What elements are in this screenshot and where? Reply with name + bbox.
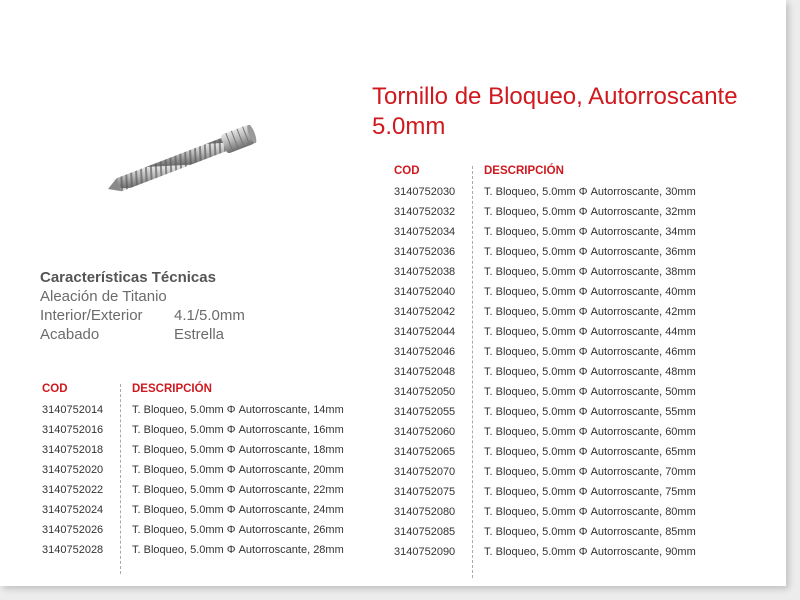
cell-cod: 3140752044 <box>394 326 456 338</box>
cell-desc: T. Bloqueo, 5.0mm Φ Autorroscante, 30mm <box>484 186 696 198</box>
product-title: Tornillo de Bloqueo, Autorroscante 5.0mm <box>372 83 738 140</box>
cell-desc: T. Bloqueo, 5.0mm Φ Autorroscante, 70mm <box>484 466 696 478</box>
cell-desc: T. Bloqueo, 5.0mm Φ Autorroscante, 18mm <box>132 444 344 456</box>
technical-specs <box>40 268 245 344</box>
cell-desc: T. Bloqueo, 5.0mm Φ Autorroscante, 20mm <box>132 464 344 476</box>
cell-desc: T. Bloqueo, 5.0mm Φ Autorroscante, 32mm <box>484 206 696 218</box>
table-header <box>394 160 696 182</box>
cell-desc: T. Bloqueo, 5.0mm Φ Autorroscante, 65mm <box>484 446 696 458</box>
cell-desc: T. Bloqueo, 5.0mm Φ Autorroscante, 44mm <box>484 326 696 338</box>
cell-cod: 3140752070 <box>394 466 456 478</box>
cell-cod: 3140752060 <box>394 426 456 438</box>
cell-desc: T. Bloqueo, 5.0mm Φ Autorroscante, 34mm <box>484 226 696 238</box>
cell-cod: 3140752065 <box>394 446 456 458</box>
table-row <box>394 542 696 562</box>
spec-value: Estrella <box>174 326 225 343</box>
specs-title: Características Técnicas <box>40 269 216 286</box>
table-row <box>42 420 344 440</box>
cell-cod: 3140752036 <box>394 246 456 258</box>
cell-desc: T. Bloqueo, 5.0mm Φ Autorroscante, 50mm <box>484 386 696 398</box>
cell-cod: 3140752042 <box>394 306 456 318</box>
cell-cod: 3140752024 <box>42 504 104 516</box>
cell-cod: 3140752050 <box>394 386 456 398</box>
cell-cod: 3140752090 <box>394 546 456 558</box>
cell-cod: 3140752048 <box>394 366 456 378</box>
table-row <box>394 502 696 522</box>
table-row <box>42 540 344 560</box>
spec-label: Acabado <box>40 326 100 343</box>
cell-desc: T. Bloqueo, 5.0mm Φ Autorroscante, 55mm <box>484 406 696 418</box>
column-divider <box>472 166 474 578</box>
cell-cod: 3140752040 <box>394 286 456 298</box>
cell-desc: T. Bloqueo, 5.0mm Φ Autorroscante, 22mm <box>132 484 344 496</box>
cell-desc: T. Bloqueo, 5.0mm Φ Autorroscante, 48mm <box>484 366 696 378</box>
table-row <box>394 402 696 422</box>
cell-desc: T. Bloqueo, 5.0mm Φ Autorroscante, 16mm <box>132 424 344 436</box>
table-row <box>394 342 696 362</box>
cell-desc: T. Bloqueo, 5.0mm Φ Autorroscante, 40mm <box>484 286 696 298</box>
table-row <box>42 500 344 520</box>
cell-cod: 3140752046 <box>394 346 456 358</box>
cell-cod: 3140752034 <box>394 226 456 238</box>
column-divider <box>120 384 122 574</box>
cell-cod: 3140752055 <box>394 406 456 418</box>
product-table-right <box>394 160 696 562</box>
table-row <box>394 442 696 462</box>
header-cod: COD <box>394 165 420 177</box>
table-row <box>394 222 696 242</box>
cell-desc: T. Bloqueo, 5.0mm Φ Autorroscante, 60mm <box>484 426 696 438</box>
cell-cod: 3140752016 <box>42 424 104 436</box>
cell-desc: T. Bloqueo, 5.0mm Φ Autorroscante, 90mm <box>484 546 696 558</box>
cell-desc: T. Bloqueo, 5.0mm Φ Autorroscante, 38mm <box>484 266 696 278</box>
cell-cod: 3140752022 <box>42 484 104 496</box>
spec-row <box>40 306 245 325</box>
cell-cod: 3140752030 <box>394 186 456 198</box>
cell-desc: T. Bloqueo, 5.0mm Φ Autorroscante, 26mm <box>132 524 344 536</box>
table-header <box>42 378 344 400</box>
cell-desc: T. Bloqueo, 5.0mm Φ Autorroscante, 46mm <box>484 346 696 358</box>
table-row <box>394 182 696 202</box>
header-descripcion: DESCRIPCIÓN <box>484 165 564 177</box>
product-table-left <box>42 378 344 560</box>
spec-value: 4.1/5.0mm <box>174 307 245 324</box>
cell-cod: 3140752028 <box>42 544 104 556</box>
spec-label: Interior/Exterior <box>40 307 143 324</box>
cell-desc: T. Bloqueo, 5.0mm Φ Autorroscante, 80mm <box>484 506 696 518</box>
table-row <box>394 522 696 542</box>
cell-cod: 3140752038 <box>394 266 456 278</box>
table-row <box>394 202 696 222</box>
cell-cod: 3140752018 <box>42 444 104 456</box>
cell-cod: 3140752026 <box>42 524 104 536</box>
header-cod: COD <box>42 383 68 395</box>
table-row <box>42 400 344 420</box>
cell-cod: 3140752032 <box>394 206 456 218</box>
table-row <box>42 520 344 540</box>
table-row <box>394 382 696 402</box>
table-row <box>394 422 696 442</box>
cell-desc: T. Bloqueo, 5.0mm Φ Autorroscante, 28mm <box>132 544 344 556</box>
table-row <box>42 480 344 500</box>
cell-cod: 3140752085 <box>394 526 456 538</box>
table-row <box>394 322 696 342</box>
locking-screw-image <box>100 125 280 205</box>
table-row <box>42 460 344 480</box>
cell-desc: T. Bloqueo, 5.0mm Φ Autorroscante, 36mm <box>484 246 696 258</box>
cell-desc: T. Bloqueo, 5.0mm Φ Autorroscante, 85mm <box>484 526 696 538</box>
cell-desc: T. Bloqueo, 5.0mm Φ Autorroscante, 75mm <box>484 486 696 498</box>
table-row <box>394 262 696 282</box>
spec-material: Aleación de Titanio <box>40 288 167 305</box>
header-descripcion: DESCRIPCIÓN <box>132 383 212 395</box>
cell-cod: 3140752020 <box>42 464 104 476</box>
table-row <box>394 242 696 262</box>
cell-desc: T. Bloqueo, 5.0mm Φ Autorroscante, 42mm <box>484 306 696 318</box>
table-row <box>394 282 696 302</box>
cell-desc: T. Bloqueo, 5.0mm Φ Autorroscante, 24mm <box>132 504 344 516</box>
table-row <box>394 462 696 482</box>
table-row <box>394 362 696 382</box>
table-row <box>42 440 344 460</box>
cell-cod: 3140752075 <box>394 486 456 498</box>
spec-row <box>40 325 245 344</box>
cell-cod: 3140752080 <box>394 506 456 518</box>
table-row <box>394 302 696 322</box>
table-row <box>394 482 696 502</box>
cell-desc: T. Bloqueo, 5.0mm Φ Autorroscante, 14mm <box>132 404 344 416</box>
cell-cod: 3140752014 <box>42 404 104 416</box>
